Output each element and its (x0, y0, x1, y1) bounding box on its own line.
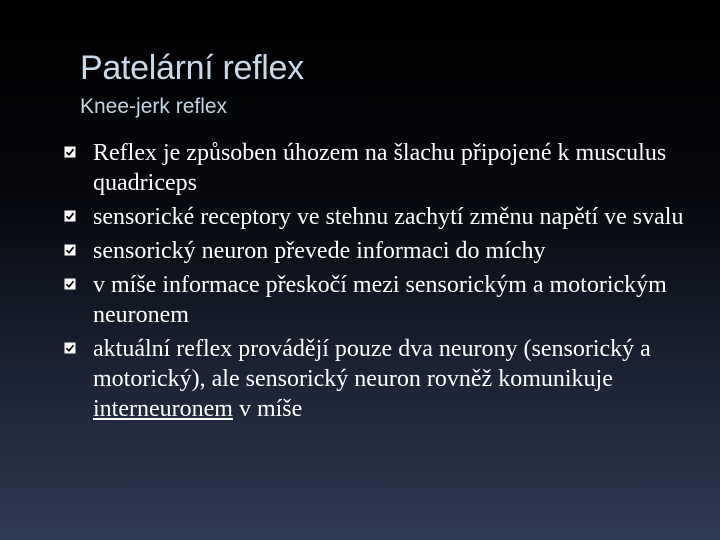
bullet-item (64, 334, 684, 424)
bullet-item (64, 202, 684, 232)
slide-subtitle: Knee-jerk reflex (80, 95, 228, 118)
bullet-text-part: v míše (232, 396, 303, 422)
square-check-bullet-icon (64, 278, 76, 290)
square-check-bullet-icon (64, 210, 76, 222)
square-check-bullet-icon (64, 244, 76, 256)
bullet-item (64, 236, 684, 266)
bullet-text: Reflex je způsoben úhozem na šlachu připojené k musculus quadriceps (93, 140, 667, 196)
bullet-text (93, 336, 651, 422)
interneuron-link-text: interneuronem (93, 396, 233, 422)
bullet-item (64, 270, 684, 330)
bullet-list (64, 138, 684, 428)
bullet-text: v míše informace přeskočí mezi sensorickým a motorickým neuronem (93, 272, 667, 328)
bullet-text-part: aktuální reflex provádějí pouze dva neurony (sensorický a motorický), ale sensorický neuron rovněž komunikuje (93, 336, 651, 392)
bullet-text: sensorický neuron převede informaci do míchy (93, 238, 546, 264)
square-check-bullet-icon (64, 342, 76, 354)
square-check-bullet-icon (64, 146, 76, 158)
bullet-text: sensorické receptory ve stehnu zachytí změnu napětí ve svalu (93, 204, 684, 230)
bullet-item (64, 138, 684, 198)
slide-title: Patelární reflex (80, 49, 304, 87)
